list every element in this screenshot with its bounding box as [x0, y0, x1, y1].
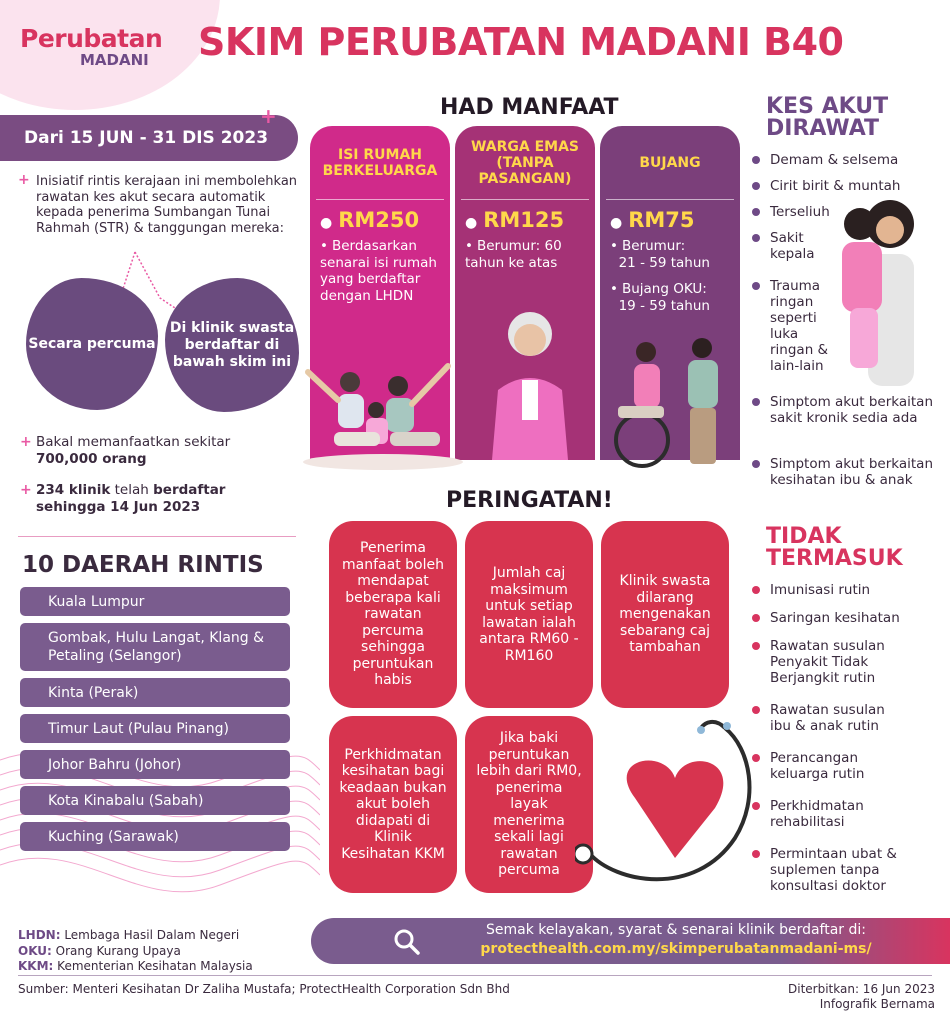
benefit-description: • Bujang OKU: 19 - 59 tahun — [610, 281, 710, 314]
title-line: DIRAWAT — [766, 116, 880, 141]
list-item: Saringan kesihatan — [752, 610, 942, 626]
column-heading: BUJANG — [606, 126, 734, 200]
description-label: Berumur: — [621, 238, 686, 254]
glossary-full: Kementerian Kesihatan Malaysia — [57, 959, 253, 973]
stat-value: 700,000 orang — [36, 451, 147, 467]
elderly-woman-illustration — [480, 300, 580, 465]
tidak-termasuk-title — [766, 526, 903, 570]
search-instruction: Semak kelayakan, syarat & senarai klinik berdaftar di: — [485, 922, 866, 938]
list-item: Simptom akut berkaitan sakit kronik sedia ada — [752, 394, 942, 426]
plus-icon: + — [18, 172, 30, 188]
benefit-amount: ● RM250 — [320, 208, 420, 232]
amount-value: RM250 — [338, 208, 420, 232]
plus-icon: + — [20, 434, 32, 450]
benefit-amount: ● RM125 — [465, 208, 565, 232]
benefit-description: • Berumur: 60 tahun ke atas — [465, 238, 562, 271]
logo-sub-text: MADANI — [80, 51, 149, 69]
stat-value: berdaftar — [153, 482, 226, 498]
benefit-description: • Berumur: 21 - 59 tahun — [610, 238, 710, 271]
search-text-block — [406, 921, 946, 959]
daerah-list — [20, 587, 290, 858]
title-line: TIDAK — [766, 524, 842, 549]
peringatan-title: PERINGATAN! — [446, 488, 613, 513]
list-item: Cirit birit & muntah — [752, 178, 942, 194]
perubatan-madani-logo — [20, 26, 162, 68]
stat-text: telah — [114, 482, 149, 498]
list-item: Johor Bahru (Johor) — [20, 750, 290, 779]
description-label: Bujang OKU: — [621, 281, 707, 297]
daerah-title: 10 DAERAH RINTIS — [22, 552, 264, 578]
benefit-description: • Berdasarkan senarai isi rumah yang berdaftar dengan LHDN — [320, 238, 437, 304]
list-item: Permintaan ubat & suplemen tanpa konsultasi doktor — [752, 846, 912, 894]
website-link[interactable]: protecthealth.com.my/skimperubatanmadani-ms/ — [480, 941, 872, 957]
date-range-banner: Dari 15 JUN - 31 DIS 2023 — [0, 115, 298, 161]
plus-icon: + — [260, 104, 277, 128]
list-item: Imunisasi rutin — [752, 582, 932, 598]
amount-value: RM75 — [628, 208, 695, 232]
stat-value: 234 klinik — [36, 482, 111, 498]
family-illustration — [298, 352, 464, 472]
glossary-item — [18, 944, 253, 960]
description-text: 19 - 59 tahun — [618, 297, 710, 314]
source-text: Sumber: Menteri Kesihatan Dr Zaliha Mustafa; ProtectHealth Corporation Sdn Bhd — [18, 982, 510, 996]
list-item: Simptom akut berkaitan kesihatan ibu & anak — [752, 456, 942, 488]
title-line: KES AKUT — [766, 94, 889, 119]
stat-clinics — [20, 482, 300, 516]
benefit-amount: ● RM75 — [610, 208, 695, 232]
list-item: Gombak, Hulu Langat, Klang & Petaling (Selangor) — [20, 623, 290, 671]
glossary-full: Lembaga Hasil Dalam Negeri — [64, 928, 240, 942]
description-text: Berumur: 60 tahun ke atas — [465, 238, 562, 271]
stat-beneficiaries — [20, 434, 300, 468]
warning-card: Penerima manfaat boleh mendapat beberapa kali rawatan percuma sehingga peruntukan habis — [329, 521, 457, 708]
stat-text: Bakal memanfaatkan sekitar — [36, 434, 231, 450]
mother-child-illustration — [828, 196, 928, 388]
badge-free: Secara percuma — [26, 278, 158, 410]
glossary-full: Orang Kurang Upaya — [55, 943, 181, 958]
list-item: Perkhidmatan rehabilitasi — [752, 798, 882, 830]
intro-paragraph: Inisiatif rintis kerajaan ini membolehkan rawatan kes akut secara automatik kepada penerima Sumbangan Tunai Rahmah (STR) & tanggungan mereka: — [36, 174, 298, 236]
tidak-termasuk-list — [752, 582, 942, 912]
description-text: 21 - 59 tahun — [618, 254, 710, 271]
title-line: TERMASUK — [766, 546, 903, 571]
amount-value: RM125 — [483, 208, 565, 232]
stat-text: sehingga 14 Jun 2023 — [36, 499, 201, 515]
warning-card: Klinik swasta dilarang mengenakan sebarang caj tambahan — [601, 521, 729, 708]
glossary-item — [18, 959, 253, 975]
glossary-abbr: OKU: — [18, 943, 52, 958]
list-item: Kuching (Sarawak) — [20, 822, 290, 851]
glossary-abbr: LHDN: — [18, 928, 61, 942]
glossary-abbr: KKM: — [18, 959, 54, 973]
list-item: Timur Laut (Pulau Pinang) — [20, 714, 290, 743]
description-text: Berdasarkan senarai isi rumah yang berdaftar dengan LHDN — [320, 238, 437, 304]
list-item: Demam & selsema — [752, 152, 942, 168]
list-item: Rawatan susulan ibu & anak rutin — [752, 702, 902, 734]
logo-main-text: Perubatan — [20, 24, 163, 53]
heart-stethoscope-icon — [575, 708, 755, 908]
page-title: SKIM PERUBATAN MADANI B40 — [198, 20, 844, 64]
credit-text: Infografik Bernama — [819, 997, 935, 1011]
warning-card: Jumlah caj maksimum untuk setiap lawatan ialah antara RM60 - RM160 — [465, 521, 593, 708]
list-item: Kota Kinabalu (Sabah) — [20, 786, 290, 815]
warning-card: Perkhidmatan kesihatan bagi keadaan bukan akut boleh didapati di Klinik Kesihatan KKM — [329, 716, 457, 893]
list-item: Sakit kepala — [752, 230, 822, 262]
list-item: Kinta (Perak) — [20, 678, 290, 707]
footer-divider — [18, 975, 932, 976]
list-item: Kuala Lumpur — [20, 587, 290, 616]
divider — [18, 536, 296, 537]
publication-info — [740, 982, 935, 1012]
list-item: Terseliuh — [752, 204, 942, 220]
list-item: Trauma ringan seperti luka ringan & lain-lain — [752, 278, 834, 374]
kes-akut-title — [766, 96, 888, 140]
published-date: Diterbitkan: 16 Jun 2023 — [788, 982, 935, 996]
glossary — [18, 928, 253, 975]
warning-card: Jika baki peruntukan lebih dari RM0, penerima layak menerima sekali lagi rawatan percuma — [465, 716, 593, 893]
column-heading: WARGA EMAS (TANPA PASANGAN) — [461, 126, 589, 200]
plus-icon: + — [20, 482, 32, 498]
glossary-item — [18, 928, 253, 944]
list-item: Rawatan susulan Penyakit Tidak Berjangkit rutin — [752, 638, 902, 686]
single-adults-illustration — [598, 336, 742, 472]
list-item: Perancangan keluarga rutin — [752, 750, 882, 782]
had-manfaat-title: HAD MANFAAT — [440, 95, 619, 120]
intro-text — [20, 174, 310, 236]
badge-registered-clinic: Di klinik swasta berdaftar di bawah skim ini — [165, 278, 299, 412]
column-heading: ISI RUMAH BERKELUARGA — [316, 126, 444, 200]
